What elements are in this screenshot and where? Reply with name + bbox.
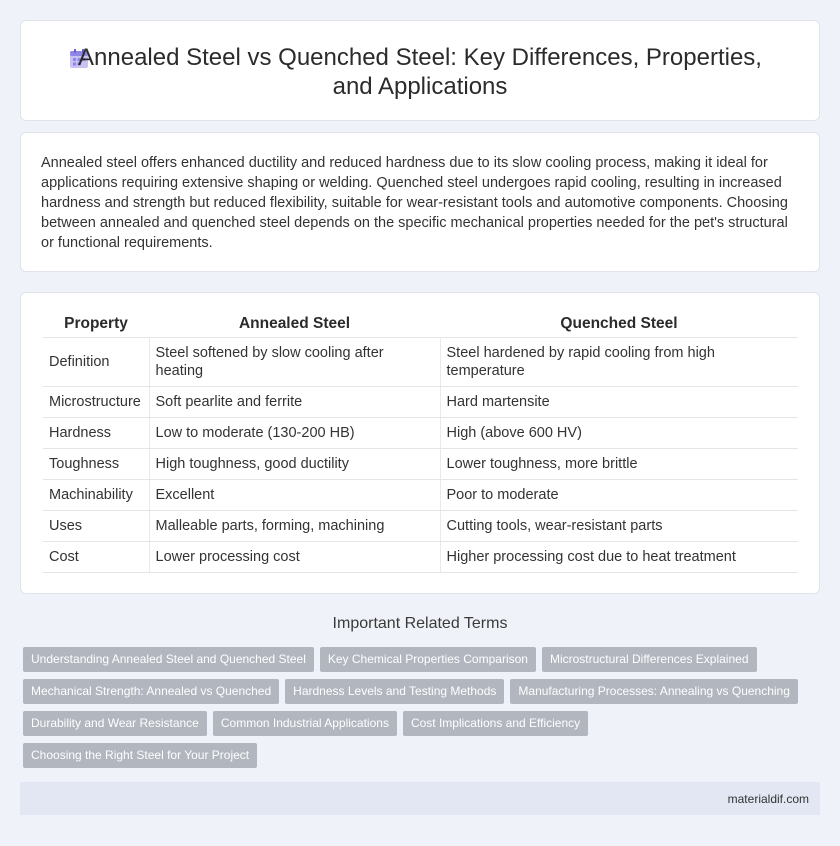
table-cell: Malleable parts, forming, machining <box>149 510 440 541</box>
table-row <box>43 541 798 572</box>
table-cell: Low to moderate (130-200 HB) <box>149 417 440 448</box>
related-term-tag[interactable]: Microstructural Differences Explained <box>542 647 757 672</box>
header-card <box>20 20 820 121</box>
table-cell: Excellent <box>149 479 440 510</box>
related-term-tag[interactable]: Mechanical Strength: Annealed vs Quenched <box>23 679 279 704</box>
related-term-tag[interactable]: Understanding Annealed Steel and Quenched Steel <box>23 647 314 672</box>
page-title: Annealed Steel vs Quenched Steel: Key Differences, Properties, and Applications <box>78 44 762 100</box>
table-row <box>43 510 798 541</box>
table-cell: Poor to moderate <box>440 479 798 510</box>
comparison-table-card <box>20 292 820 594</box>
related-term-tag[interactable]: Common Industrial Applications <box>213 711 397 736</box>
table-cell: Cost <box>43 541 149 572</box>
table-cell: Machinability <box>43 479 149 510</box>
related-terms-list <box>23 647 823 775</box>
related-term-tag[interactable]: Durability and Wear Resistance <box>23 711 207 736</box>
table-cell: Steel hardened by rapid cooling from high temperature <box>440 337 798 386</box>
related-term-tag[interactable]: Choosing the Right Steel for Your Project <box>23 743 257 768</box>
footer-site-link[interactable]: materialdif.com <box>727 792 809 806</box>
intro-text: Annealed steel offers enhanced ductility and reduced hardness due to its slow cooling process, making it ideal for applications requiring extensive shaping or welding. Quenched steel undergoes rapid cooling, resulting in increased hardness and strength but reduced flexibility, suitable for wear-resistant tools and automotive components. Choosing between annealed and quenched steel depends on the specific mechanical properties needed for the pet's structural or functional requirements. <box>41 155 788 251</box>
related-term-tag[interactable]: Cost Implications and Efficiency <box>403 711 588 736</box>
table-row <box>43 417 798 448</box>
table-cell: Uses <box>43 510 149 541</box>
related-term-tag[interactable]: Key Chemical Properties Comparison <box>320 647 536 672</box>
intro-card <box>20 132 820 272</box>
comparison-table <box>43 311 798 573</box>
table-cell: Toughness <box>43 448 149 479</box>
table-cell: Definition <box>43 337 149 386</box>
table-cell: High toughness, good ductility <box>149 448 440 479</box>
table-cell: Lower processing cost <box>149 541 440 572</box>
footer <box>20 782 820 815</box>
header-quenched: Quenched Steel <box>440 311 798 337</box>
table-cell: Steel softened by slow cooling after heating <box>149 337 440 386</box>
related-term-tag[interactable]: Hardness Levels and Testing Methods <box>285 679 504 704</box>
header-property: Property <box>43 311 149 337</box>
table-cell: Hard martensite <box>440 386 798 417</box>
table-cell: Soft pearlite and ferrite <box>149 386 440 417</box>
related-terms-title: Important Related Terms <box>332 615 508 632</box>
table-row <box>43 337 798 386</box>
table-cell: Microstructure <box>43 386 149 417</box>
related-term-tag[interactable]: Manufacturing Processes: Annealing vs Quenching <box>510 679 798 704</box>
header-annealed: Annealed Steel <box>149 311 440 337</box>
table-header-row <box>43 311 798 337</box>
table-row <box>43 479 798 510</box>
table-cell: Lower toughness, more brittle <box>440 448 798 479</box>
table-cell: Higher processing cost due to heat treatment <box>440 541 798 572</box>
table-row <box>43 386 798 417</box>
table-cell: High (above 600 HV) <box>440 417 798 448</box>
table-row <box>43 448 798 479</box>
table-cell: Hardness <box>43 417 149 448</box>
table-cell: Cutting tools, wear-resistant parts <box>440 510 798 541</box>
